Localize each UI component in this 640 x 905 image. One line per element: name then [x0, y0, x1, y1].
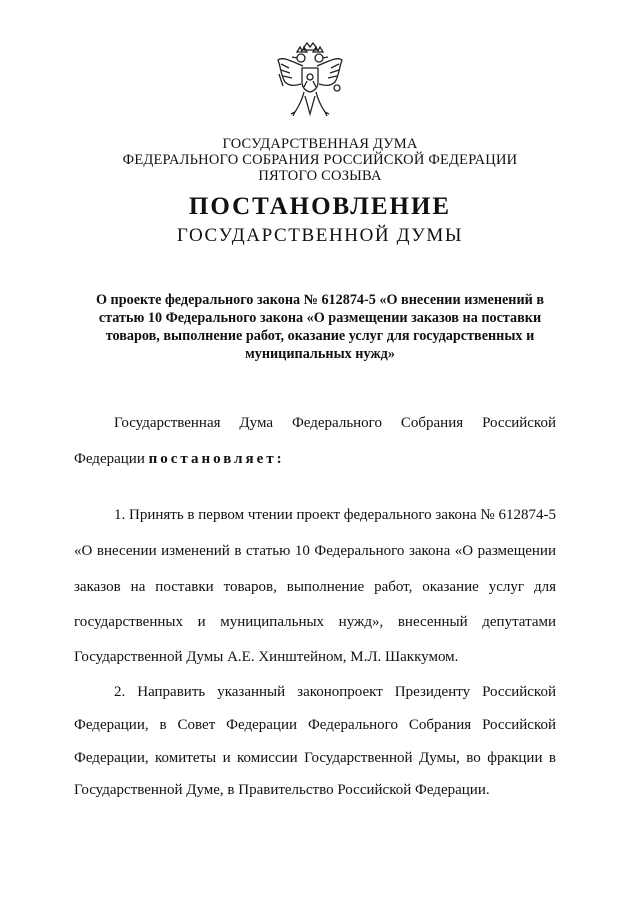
item-1-line-4: [74, 614, 556, 631]
item-2-line-2: [74, 717, 556, 734]
preamble-line: Государственная Дума Федерального Собрания Российской: [114, 415, 556, 431]
item-2-line-3: [74, 750, 556, 767]
org-name-line-2: ФЕДЕРАЛЬНОГО СОБРАНИЯ РОССИЙСКОЙ ФЕДЕРАЦИИ: [122, 152, 518, 168]
item-1-text: государственных и муниципальных нужд», внесенный депутатами: [74, 614, 556, 630]
subject-line: муниципальных нужд»: [245, 346, 395, 362]
item-2-line-4: [74, 782, 556, 799]
item-2-text: Федерации, в Совет Федерации Федерального Собрания Российской: [74, 717, 556, 733]
subject-line: О проекте федерального закона № 612874-5 «О внесении изменений в: [95, 292, 545, 308]
item-1-text: «О внесении изменений в статью 10 Федерального закона «О размещении: [74, 543, 556, 559]
item-1-line-1: [74, 507, 556, 524]
subject-line: статью 10 Федерального закона «О размещении заказов на поставки: [98, 310, 542, 326]
decrees-word: постановляет:: [148, 451, 285, 467]
preamble-paragraph-end: [74, 451, 556, 468]
item-1-line-5: [74, 649, 556, 666]
preamble-paragraph: [74, 415, 556, 432]
item-1-text: 1. Принять в первом чтении проект федерального закона № 612874-5: [114, 507, 556, 523]
document-issuer-title: ГОСУДАРСТВЕННОЙ ДУМЫ: [176, 225, 464, 246]
item-1-text: Государственной Думы А.Е. Хинштейном, М.Л. Шаккумом.: [74, 649, 459, 665]
item-2-text: 2. Направить указанный законопроект Президенту Российской: [114, 684, 556, 700]
item-2-text: Федерации, комитеты и комиссии Государственной Думы, во фракции в: [74, 750, 556, 766]
org-name-line-1: ГОСУДАРСТВЕННАЯ ДУМА: [222, 136, 418, 152]
preamble-text: Федерации: [74, 451, 149, 467]
convocation-line: ПЯТОГО СОЗЫВА: [258, 168, 382, 184]
russian-coat-of-arms-icon: [275, 42, 345, 120]
item-1-text: заказов на поставки товаров, выполнение работ, оказание услуг для: [74, 579, 556, 595]
item-1-line-3: [74, 579, 556, 596]
resolution-subject: [60, 291, 580, 363]
preamble-line: [74, 451, 556, 468]
item-1-line-2: [74, 543, 556, 560]
item-2-text: Государственной Думе, в Правительство Российской Федерации.: [74, 782, 490, 798]
document-type-title: ПОСТАНОВЛЕНИЕ: [188, 193, 452, 220]
item-2-line-1: [74, 684, 556, 701]
subject-line: товаров, выполнение работ, оказание услуг для государственных и: [105, 328, 535, 344]
